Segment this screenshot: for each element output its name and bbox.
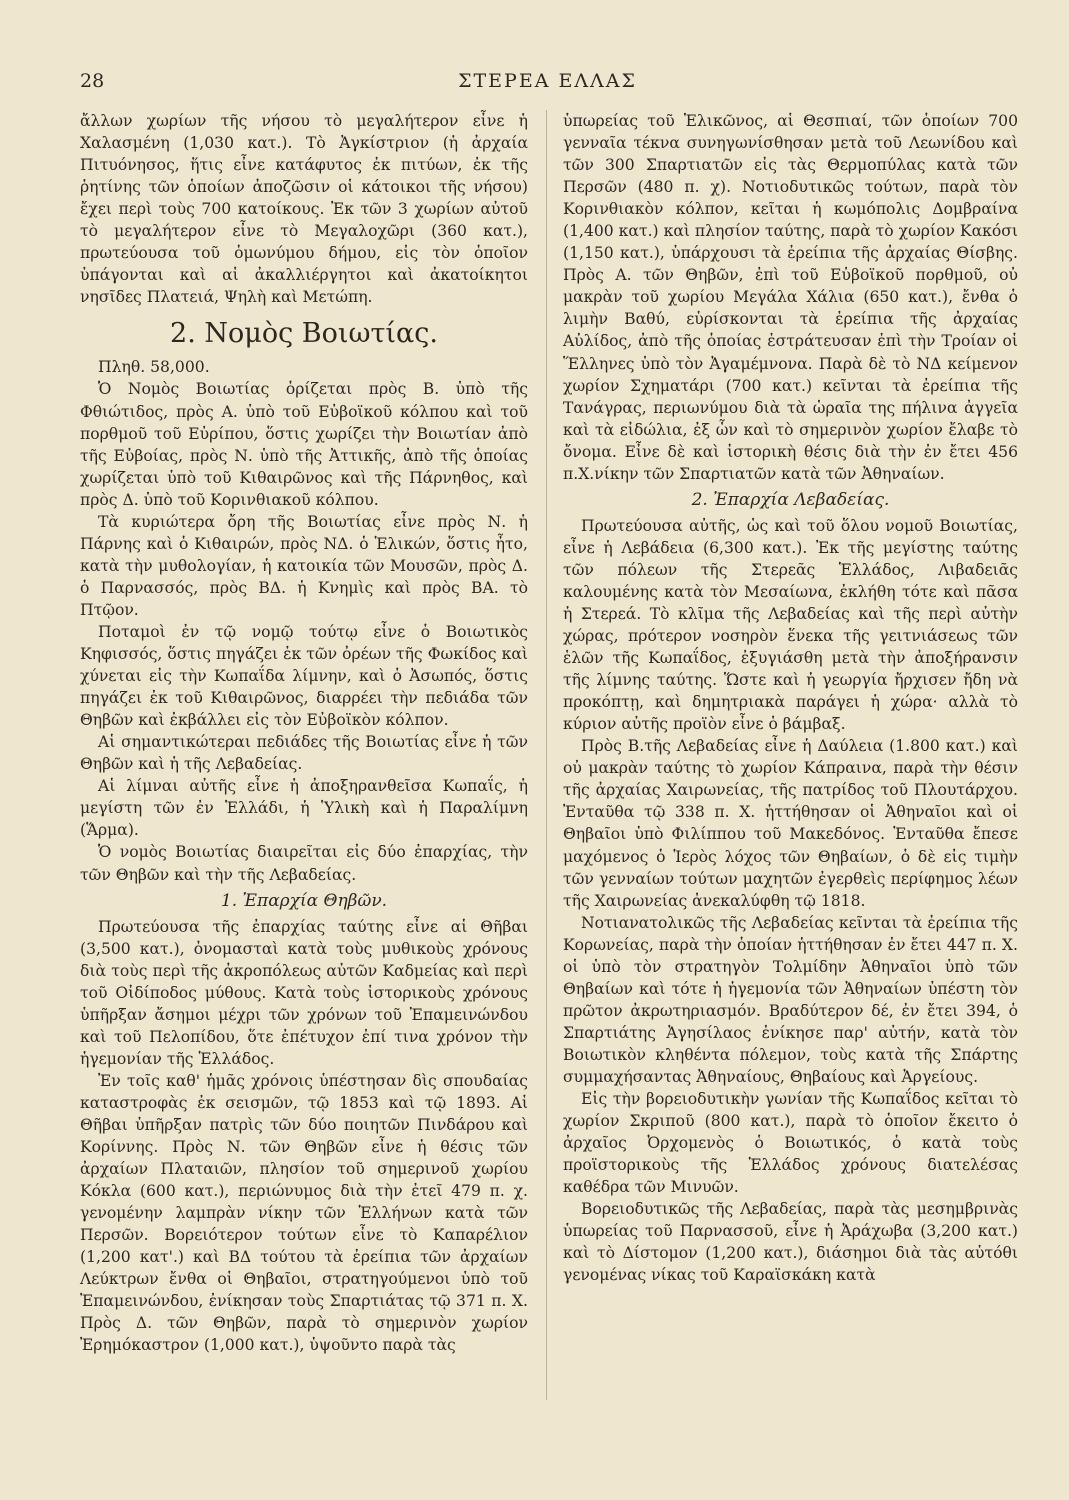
page-number: 28 [80, 70, 105, 92]
running-title: ΣΤΕΡΕΑ ΕΛΛΑΣ [458, 70, 637, 92]
left-column [80, 110, 528, 1356]
paragraph: Πρὸς Β.τῆς Λεβαδείας εἶνε ἡ Δαύλεια (1.800 κατ.) καὶ οὐ μακρὰν ταύτης τὸ χωρίον Κάπραινα, παρὰ τὴν θέσιν τῆς ἀρχαίας Χαιρωνείας, τῆς πατρίδος τοῦ Πλουτάρχου. Ἐνταῦθα τῷ 338 π. Χ. ἡττήθησαν οἱ Ἀθηναῖοι καὶ οἱ Θηβαῖοι ὑπὸ Φιλίππου τοῦ Μακεδόνος. Ἐνταῦθα ἔπεσε μαχόμενος ὁ Ἱερὸς λόχος τῶν Θηβαίων, ὁ δὲ εἰς τιμὴν τῶν γενναίων τούτων μαχητῶν ἐγερθεὶς περίφημος λέων τῆς Χαιρωνείας ἀνεκαλύφθη τῷ 1818. [563, 737, 1018, 910]
paragraph: Ἐν τοῖς καθ' ἡμᾶς χρόνοις ὑπέστησαν δὶς σπουδαίας καταστροφὰς ἐκ σεισμῶν, τῷ 1853 καὶ τῷ 1893. Αἱ Θῆβαι ὑπῆρξαν πατρὶς τῶν δύο ποιητῶν Πινδάρου καὶ Κορίννης. Πρὸς Ν. τῶν Θηβῶν εἶνε ἡ θέσις τῶν ἀρχαίων Πλαταιῶν, πλησίον τοῦ σημερινοῦ χωρίου Κόκλα (600 κατ.), περιώνυμος διὰ τὴν ἐτεῖ 479 π. χ. γενομένην λαμπρὰν νίκην τῶν Ἑλλήνων κατὰ τῶν Περσῶν. Βορειότερον τούτων εἶνε τὸ Καπαρέλιον (1,200 κατ'.) καὶ ΒΔ τούτου τὰ ἐρείπια τῶν ἀρχαίων Λεύκτρων ἔνθα οἱ Θηβαῖοι, στρατηγούμενοι ὑπὸ τοῦ Ἐπαμεινώνδου, ἐνίκησαν τοὺς Σπαρτιάτας τῷ 371 π. Χ. Πρὸς Δ. τῶν Θηβῶν, παρὰ τὸ σημερινὸν χωρίον Ἐρημόκαστρον (1,000 κατ.), ὑψοῦντο παρὰ τὰς [80, 1071, 528, 1355]
section-heading: 2. Νομὸς Βοιωτίας. [170, 318, 438, 350]
paragraph: Τὰ κυριώτερα ὄρη τῆς Βοιωτίας εἶνε πρὸς Ν. ἡ Πάρνης καὶ ὁ Κιθαιρών, πρὸς ΝΔ. ὁ Ἑλικών, ὅστις ἦτο, κατὰ τὴν μυθολογίαν, ἡ κατοικία τῶν Μουσῶν, πρὸς Δ. ὁ Παρνασσός, πρὸς ΒΔ. ἡ Κνημὶς καὶ πρὸς ΒΑ. τὸ Πτῷον. [80, 512, 528, 619]
paragraph: Ὁ νομὸς Βοιωτίας διαιρεῖται εἰς δύο ἐπαρχίας, τὴν τῶν Θηβῶν καὶ τὴν τῆς Λεβαδείας. [80, 843, 528, 884]
subsection-heading: 1. Ἐπαρχία Θηβῶν. [220, 890, 388, 911]
paragraph: Αἱ σημαντικώτεραι πεδιάδες τῆς Βοιωτίας εἶνε ἡ τῶν Θηβῶν καὶ ἡ τῆς Λεβαδείας. [80, 733, 528, 774]
paragraph: Βορειοδυτικῶς τῆς Λεβαδείας, παρὰ τὰς μεσημβρινὰς ὑπωρείας τοῦ Παρνασσοῦ, εἶνε ἡ Ἀράχωβα (3,200 κατ.) καὶ τὸ Δίστομον (1,200 κατ.), διάσημοι διὰ τὰς αὐτόθι γενομένας νίκας τοῦ Καραϊσκάκη κατὰ [563, 1200, 1018, 1285]
subsection-heading: 2. Ἐπαρχία Λεβαδείας. [691, 489, 890, 510]
paragraph: Αἱ λίμναι αὐτῆς εἶνε ἡ ἀποξηρανθεῖσα Κωπαΐς, ἡ μεγίστη τῶν ἐν Ἑλλάδι, ἡ Ὑλικὴ καὶ ἡ Παραλίμνη (Ἅρμα). [80, 777, 528, 840]
paragraph: Νοτιανατολικῶς τῆς Λεβαδείας κεῖνται τὰ ἐρείπια τῆς Κορωνείας, παρὰ τὴν ὁποίαν ἡττήθησαν ἐν ἔτει 447 π. Χ. οἱ ὑπὸ τὸν στρατηγὸν Τολμίδην Ἀθηναῖοι ὑπὸ τῶν Θηβαίων καὶ τότε ἡ ἡγεμονία τῶν Ἀθηναίων ὑπέστη τὸν πρῶτον ἀκρωτηριασμόν. Βραδύτερον δέ, ἐν ἔτει 394, ὁ Σπαρτιάτης Ἀγησίλαος ἐνίκησε παρ' αὐτήν, κατὰ τὸν Βοιωτικὸν κληθέντα πόλεμον, τοὺς κατὰ τῆς Σπάρτης συμμαχήσαντας Ἀθηναίους, Θηβαίους καὶ Ἀργείους. [563, 913, 1018, 1086]
paragraph: Ποταμοὶ ἐν τῷ νομῷ τούτῳ εἶνε ὁ Βοιωτικὸς Κηφισσός, ὅστις πηγάζει ἐκ τῶν ὀρέων τῆς Φωκίδος καὶ χύνεται εἰς τὴν Κωπαΐδα λίμνην, καὶ ὁ Ἀσωπός, ὅστις πηγάζει ἐκ τοῦ Κιθαιρῶνος, διαρρέει τὴν πεδιάδα τῶν Θηβῶν καὶ ἐκβάλλει εἰς τὸν Εὐβοϊκὸν κόλπον. [80, 622, 528, 730]
paragraph: Πρωτεύουσα αὐτῆς, ὡς καὶ τοῦ ὅλου νομοῦ Βοιωτίας, εἶνε ἡ Λεβάδεια (6,300 κατ.). Ἐκ τῆς μεγίστης ταύτης τῶν πόλεων τῆς Στερεᾶς Ἑλλάδος, Λιβαδειᾶς καλουμένης κατὰ τὸν Μεσαίωνα, ἐκλήθη τότε καὶ πᾶσα ἡ Στερεά. Τὸ κλῖμα τῆς Λεβαδείας καὶ τῆς περὶ αὐτὴν χώρας, πρότερον νοσηρὸν ἕνεκα τῆς γειτνιάσεως τῶν ἑλῶν τῆς Κωπαΐδος, ἐξυγιάσθη μετὰ τὴν ἀποξήρανσιν τῆς λίμνης ταύτης. Ὥστε καὶ ἡ γεωργία ἤρχισεν ἤδη νὰ προκόπτῃ, καὶ δημητριακὰ παράγει ἡ χώρα· αλλὰ τὸ κύριον αὐτῆς προϊὸν εἶνε ὁ βάμβαξ. [563, 516, 1018, 734]
population-line: Πληθ. 58,000. [98, 358, 210, 377]
paragraph: Εἰς τὴν βορειοδυτικὴν γωνίαν τῆς Κωπαΐδος κεῖται τὸ χωρίον Σκριποῦ (800 κατ.), παρὰ τὸ ὁποῖον ἔκειτο ὁ ἀρχαῖος Ὀρχομενὸς ὁ Βοιωτικός, ὁ κατὰ τοὺς προϊστορικοὺς τῆς Ἑλλάδος χρόνους διατελέσας καθέδρα τῶν Μινυῶν. [563, 1090, 1018, 1197]
right-column [563, 110, 1018, 1286]
paragraph: Πρωτεύουσα τῆς ἐπαρχίας ταύτης εἶνε αἱ Θῆβαι (3,500 κατ.), ὀνομασταὶ κατὰ τοὺς μυθικοὺς χρόνους διὰ τοὺς περὶ τῆς ἀκροπόλεως αὐτῶν Καδμείας καὶ περὶ τοῦ Οἰδίποδος μύθους. Κατὰ τοὺς ἱστορικοὺς χρόνους ὑπῆρξαν ἄσημοι μέχρι τῶν χρόνων τοῦ Ἐπαμεινώνδου καὶ τοῦ Πελοπίδου, ὅτε ἐπέτυχον ἐπί τινα χρόνον τὴν ἡγεμονίαν τῆς Ἑλλάδος. [80, 917, 528, 1068]
page-header [80, 70, 1015, 100]
paragraph: ἄλλων χωρίων τῆς νήσου τὸ μεγαλήτερον εἶνε ἡ Χαλασμένη (1,030 κατ.). Τὸ Ἀγκίστριον (ἡ ἀρχαία Πιτυόνησος, ἥτις εἶνε κατάφυτος ἐκ πιτύων, ἐκ τῆς ῥητίνης τῶν ὁποίων ἀποζῶσιν οἱ κάτοικοι τῆς νήσου) ἔχει περὶ τοὺς 700 κατοίκους. Ἐκ τῶν 3 χωρίων αὐτοῦ τὸ μεγαλήτερον εἶνε τὸ Μεγαλοχῶρι (360 κατ.), πρωτεύουσα τοῦ ὁμωνύμου δήμου, εἰς τὸν ὁποῖον ὑπάγονται καὶ αἱ ἀκαλλιέργητοι καὶ ἀκατοίκητοι νησῖδες Πλατειά, Ψηλὴ καὶ Μετώπη. [80, 112, 528, 307]
paragraph: ὑπωρείας τοῦ Ἑλικῶνος, αἱ Θεσπιαί, τῶν ὁποίων 700 γενναῖα τέκνα συνηγωνίσθησαν μετὰ τοῦ Λεωνίδου καὶ τῶν 300 Σπαρτιατῶν εἰς τὰς Θερμοπύλας κατὰ τῶν Περσῶν (480 π. χ). Νοτιοδυτικῶς τούτων, παρὰ τὸν Κορινθιακὸν κόλπον, κεῖται ἡ κωμόπολις Δομβραίνα (1,400 κατ.) καὶ πλησίον ταύτης, παρὰ τὸ χωρίον Κακόσι (1,150 κατ.), ὑπάρχουσι τὰ ἐρείπια τῆς ἀρχαίας Θίσβης. Πρὸς Α. τῶν Θηβῶν, ἐπὶ τοῦ Εὐβοϊκοῦ πορθμοῦ, οὐ μακρὰν τοῦ χωρίου Μεγάλα Χάλια (650 κατ.), ἔνθα ὁ λιμὴν Βαθύ, εὑρίσκονται τὰ ἐρείπια τῆς ἀρχαίας Αὐλίδος, ἀπὸ τῆς ὁποίας ἐστράτευσαν ἐπὶ τὴν Τροίαν οἱ Ἕλληνες ὑπὸ τὸν Ἀγαμέμνονα. Παρὰ δὲ τὸ ΝΔ κείμενον χωρίον Σχηματάρι (700 κατ.) κεῖνται τὰ ἐρείπια τῆς Τανάγρας, περιωνύμου διὰ τὰ ὡραῖα της πήλινα ἀγγεῖα καὶ τὰ εἰδώλια, ἐξ ὧν καὶ τὸ σημερινὸν χωρίον ἔλαβε τὸ ὄνομα. Εἶνε δὲ καὶ ἱστορικὴ θέσις διὰ τὴν ἐν ἔτει 456 π.Χ.νίκην τῶν Σπαρτιατῶν κατὰ τῶν Ἀθηναίων. [563, 112, 1018, 483]
paragraph: Ὁ Νομὸς Βοιωτίας ὁρίζεται πρὸς Β. ὑπὸ τῆς Φθιώτιδος, πρὸς Α. ὑπὸ τοῦ Εὐβοϊκοῦ κόλπου καὶ τοῦ πορθμοῦ τοῦ Εὐρίπου, ὅστις χωρίζει τὴν Βοιωτίαν ἀπὸ τῆς Εὐβοίας, πρὸς Ν. ὑπὸ τῆς Ἀττικῆς, ἀπὸ τῆς ὁποίας χωρίζεται ὑπὸ τοῦ Κιθαιρῶνος καὶ τῆς Πάρνηθος, καὶ πρὸς Δ. ὑπὸ τοῦ Κορινθιακοῦ κόλπου. [80, 380, 528, 509]
column-divider [546, 110, 547, 1400]
